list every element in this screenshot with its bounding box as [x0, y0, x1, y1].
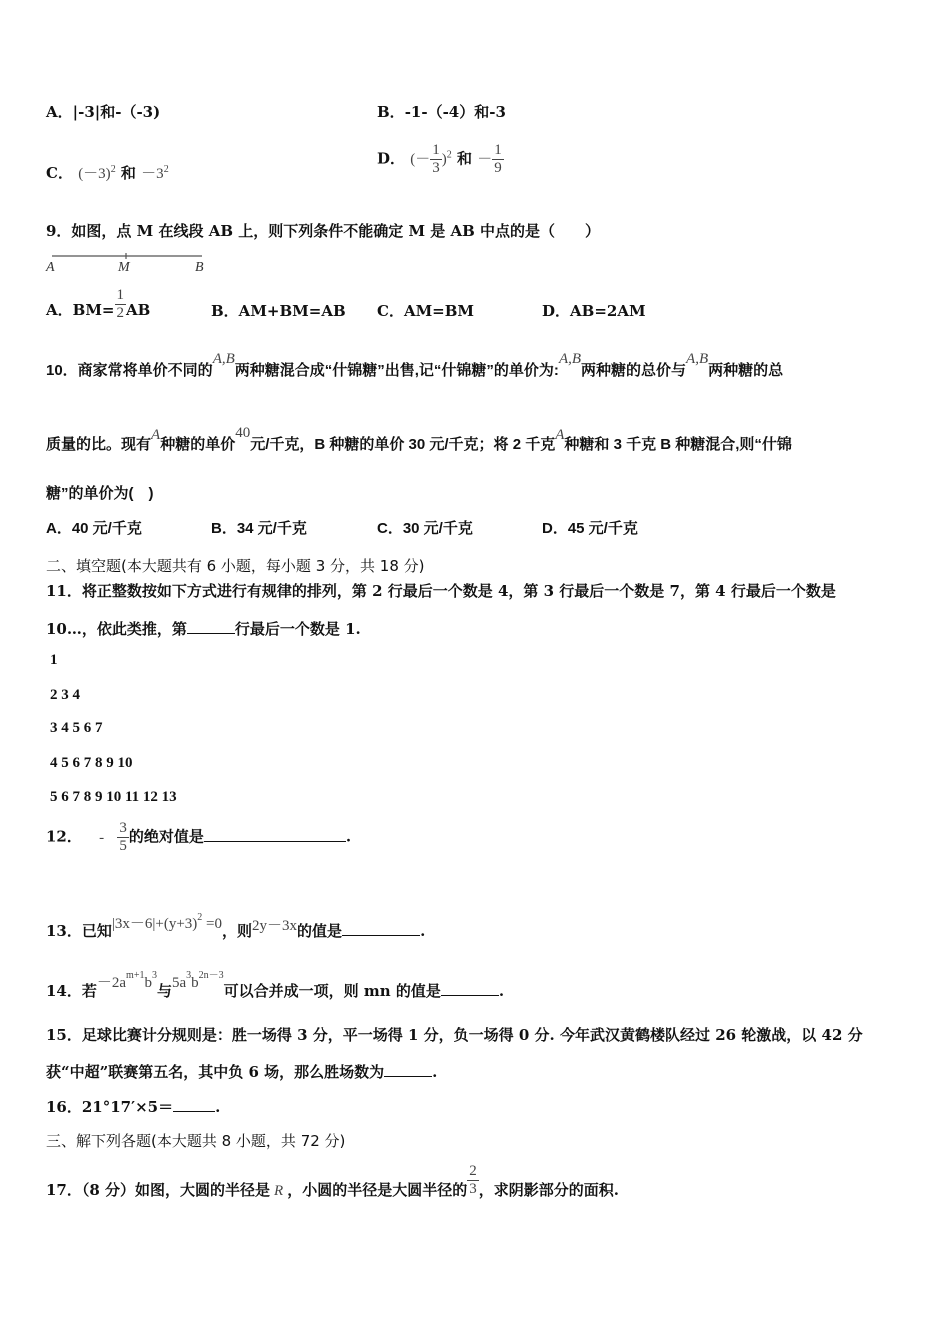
q10-option-b: B．34 元/千克: [211, 520, 307, 537]
q10-line-3: 糖”的单价为( ): [46, 485, 154, 502]
q8-option-d: D． (－ $\frac{1}{3}$ )$^2$ 和 － $\frac{1}{9}$: [377, 142, 502, 176]
q8-option-b: B．-1-（-4）和-3: [377, 103, 506, 121]
q11-line-1: 11．将正整数按如下方式进行有规律的排列，第 2 行最后一个数是 4，第 3 行最后一个数是 7，第 4 行最后一个数是: [46, 582, 836, 600]
section-2-heading: 二、填空题(本大题共有 6 小题，每小题 3 分，共 18 分): [46, 557, 425, 575]
q10-line-2: 质量的比。现有A种糖的单价40元/千克，B 种糖的单价 30 元/千克；将 2 千克A种糖和 3 千克 B 种糖混合,则“什锦: [46, 425, 792, 453]
q14: 14．若$-2a^{m+1}b^3$与$5a^3b^{2n-3}$可以合并成一项，则 mn 的值是 .: [46, 970, 505, 1000]
q15-line-1: 15．足球比赛计分规则是：胜一场得 3 分，平一场得 1 分，负一场得 0 分. 今年武汉黄鹤楼队经过 26 轮激战，以 42 分: [46, 1026, 863, 1044]
point-a-label: A: [46, 260, 55, 275]
q11-row-1: 1: [50, 652, 58, 668]
q11-line-2: 10…，依此类推，第 行最后一个数是 1.: [46, 620, 361, 638]
point-m-label: M: [118, 260, 130, 275]
q15-line-2: 获“中超”联赛第五名，其中负 6 场，那么胜场数为 .: [46, 1063, 438, 1081]
q10-option-d: D．45 元/千克: [542, 520, 638, 537]
q11-row-3: 3 4 5 6 7: [50, 720, 103, 736]
q8-option-a: A．|-3|和-（-3): [46, 103, 161, 121]
q10-line-1: 10．商家常将单价不同的A,B两种糖混合成“什锦糖”出售,记“什锦糖”的单价为:A,B两种糖的总价与A,B两种糖的总: [46, 351, 784, 379]
q10-option-a: A．40 元/千克: [46, 520, 142, 537]
q17: 17．（8 分）如图，大圆的半径是 R ，小圆的半径是大圆半径的 $\frac{2}{3}$ ，求阴影部分的面积.: [46, 1162, 619, 1199]
q13: 13．已知$|3x-6|+(y+3)^2 =0$，则2y－3x的值是 .: [46, 912, 426, 940]
q9-stem: 9．如图，点 M 在线段 AB 上，则下列条件不能确定 M 是 AB 中点的是（ ）: [46, 222, 601, 240]
q8-option-c: C． $(-3)^2$ 和 $-3^2$: [46, 164, 169, 182]
q16: 16．21°17′×5＝ .: [46, 1098, 221, 1116]
q11-row-2: 2 3 4: [50, 687, 80, 703]
q10-option-c: C．30 元/千克: [377, 520, 473, 537]
q9-option-b: B．AM+BM=AB: [211, 302, 346, 320]
q9-segment-figure: [44, 250, 214, 276]
q9-option-c: C．AM=BM: [377, 302, 475, 320]
q11-row-5: 5 6 7 8 9 10 11 12 13: [50, 789, 177, 805]
q12: 12． - $\frac{3}{5}$ 的绝对值是 .: [46, 820, 352, 854]
point-b-label: B: [195, 260, 204, 275]
q9-option-d: D．AB=2AM: [542, 302, 646, 320]
section-3-heading: 三、解下列各题(本大题共 8 小题，共 72 分): [46, 1132, 346, 1150]
q11-row-4: 4 5 6 7 8 9 10: [50, 755, 133, 771]
q9-option-a: A．BM= $\frac{1}{2}$ AB: [46, 286, 151, 321]
